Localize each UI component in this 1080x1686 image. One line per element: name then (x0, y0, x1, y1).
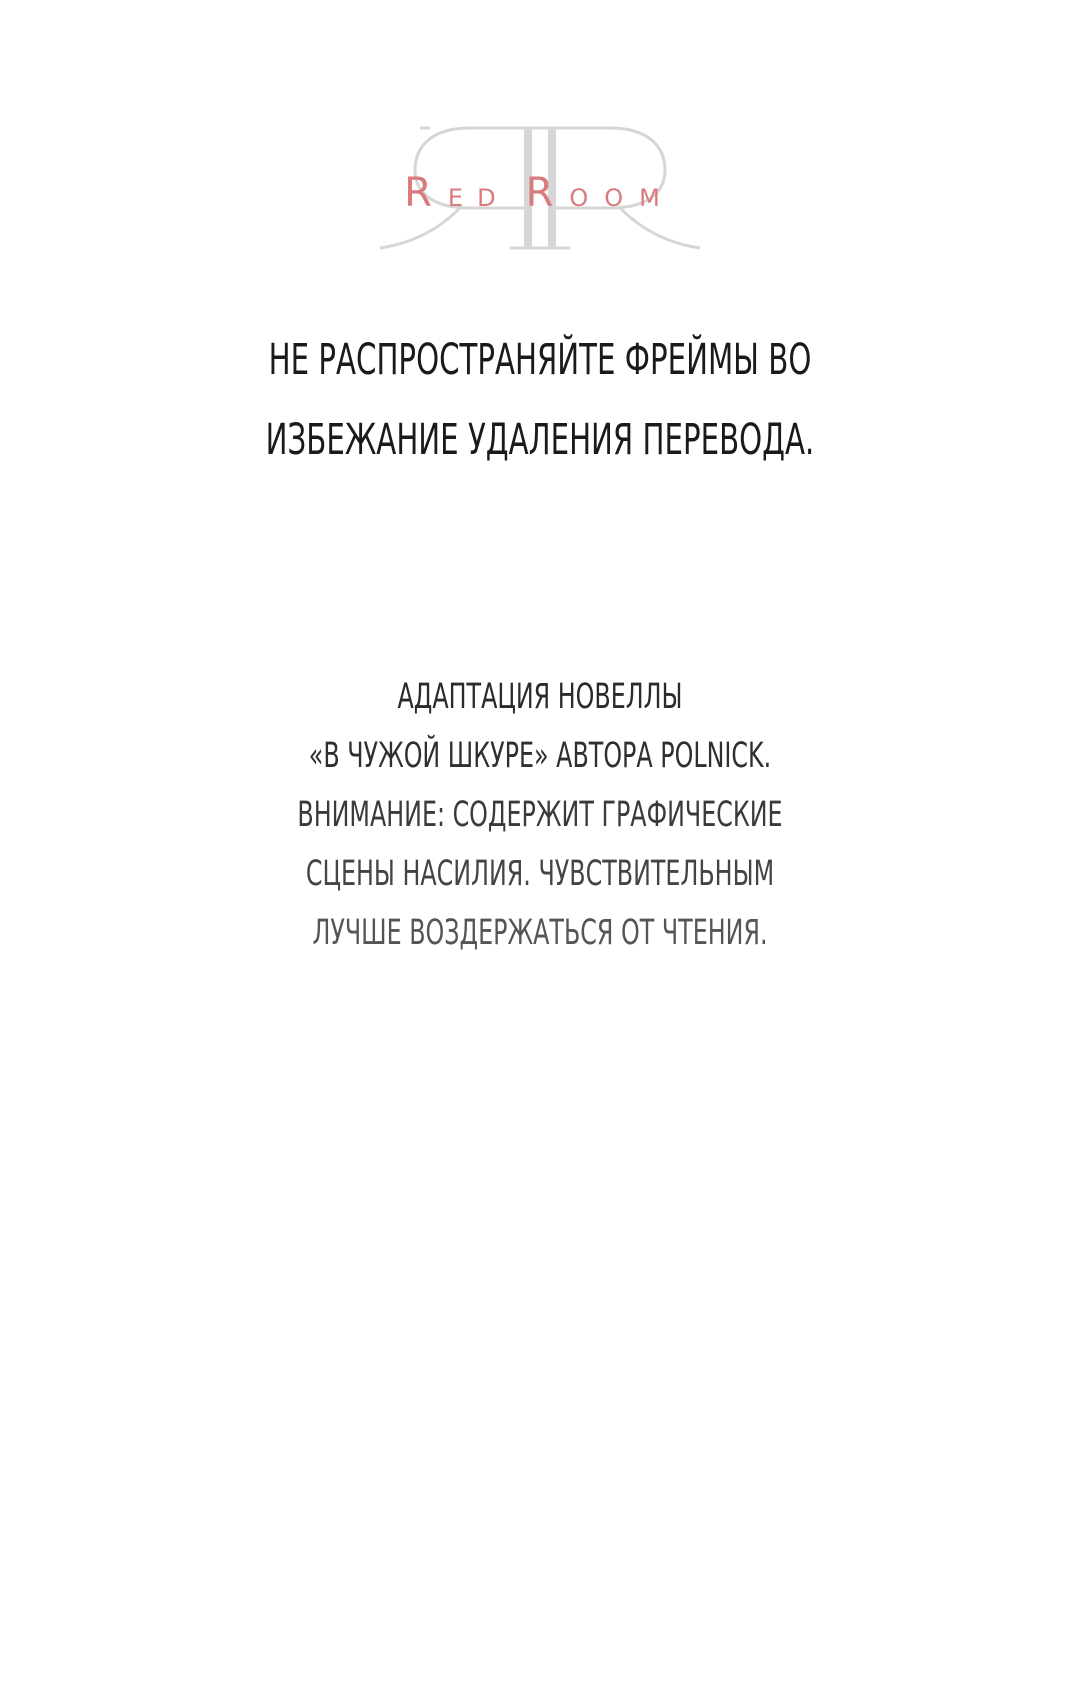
info-line: АДАПТАЦИЯ НОВЕЛЛЫ (397, 677, 683, 717)
logo-wordmark (360, 170, 720, 216)
notice-line: ИЗБЕЖАНИЕ УДАЛЕНИЯ ПЕРЕВОДА. (265, 415, 815, 465)
logo-letters-oom: OOM (569, 184, 676, 212)
info-line: ЛУЧШЕ ВОЗДЕРЖАТЬСЯ ОТ ЧТЕНИЯ. (312, 913, 768, 953)
logo-letter-r2: R (525, 170, 554, 216)
info-line: «В ЧУЖОЙ ШКУРЕ» АВТОРА POLNICK. (308, 736, 772, 776)
logo-letters-ed: ED (447, 184, 510, 212)
notice-line: НЕ РАСПРОСТРАНЯЙТЕ ФРЕЙМЫ ВО (268, 335, 812, 385)
adaptation-info (173, 668, 907, 963)
no-sharing-notice (173, 320, 907, 480)
info-line: ВНИМАНИЕ: СОДЕРЖИТ ГРАФИЧЕСКИЕ (297, 795, 783, 835)
redroom-logo (360, 118, 720, 268)
logo-letter-r1: R (404, 170, 432, 216)
info-line: СЦЕНЫ НАСИЛИЯ. ЧУВСТВИТЕЛЬНЫМ (305, 854, 775, 894)
